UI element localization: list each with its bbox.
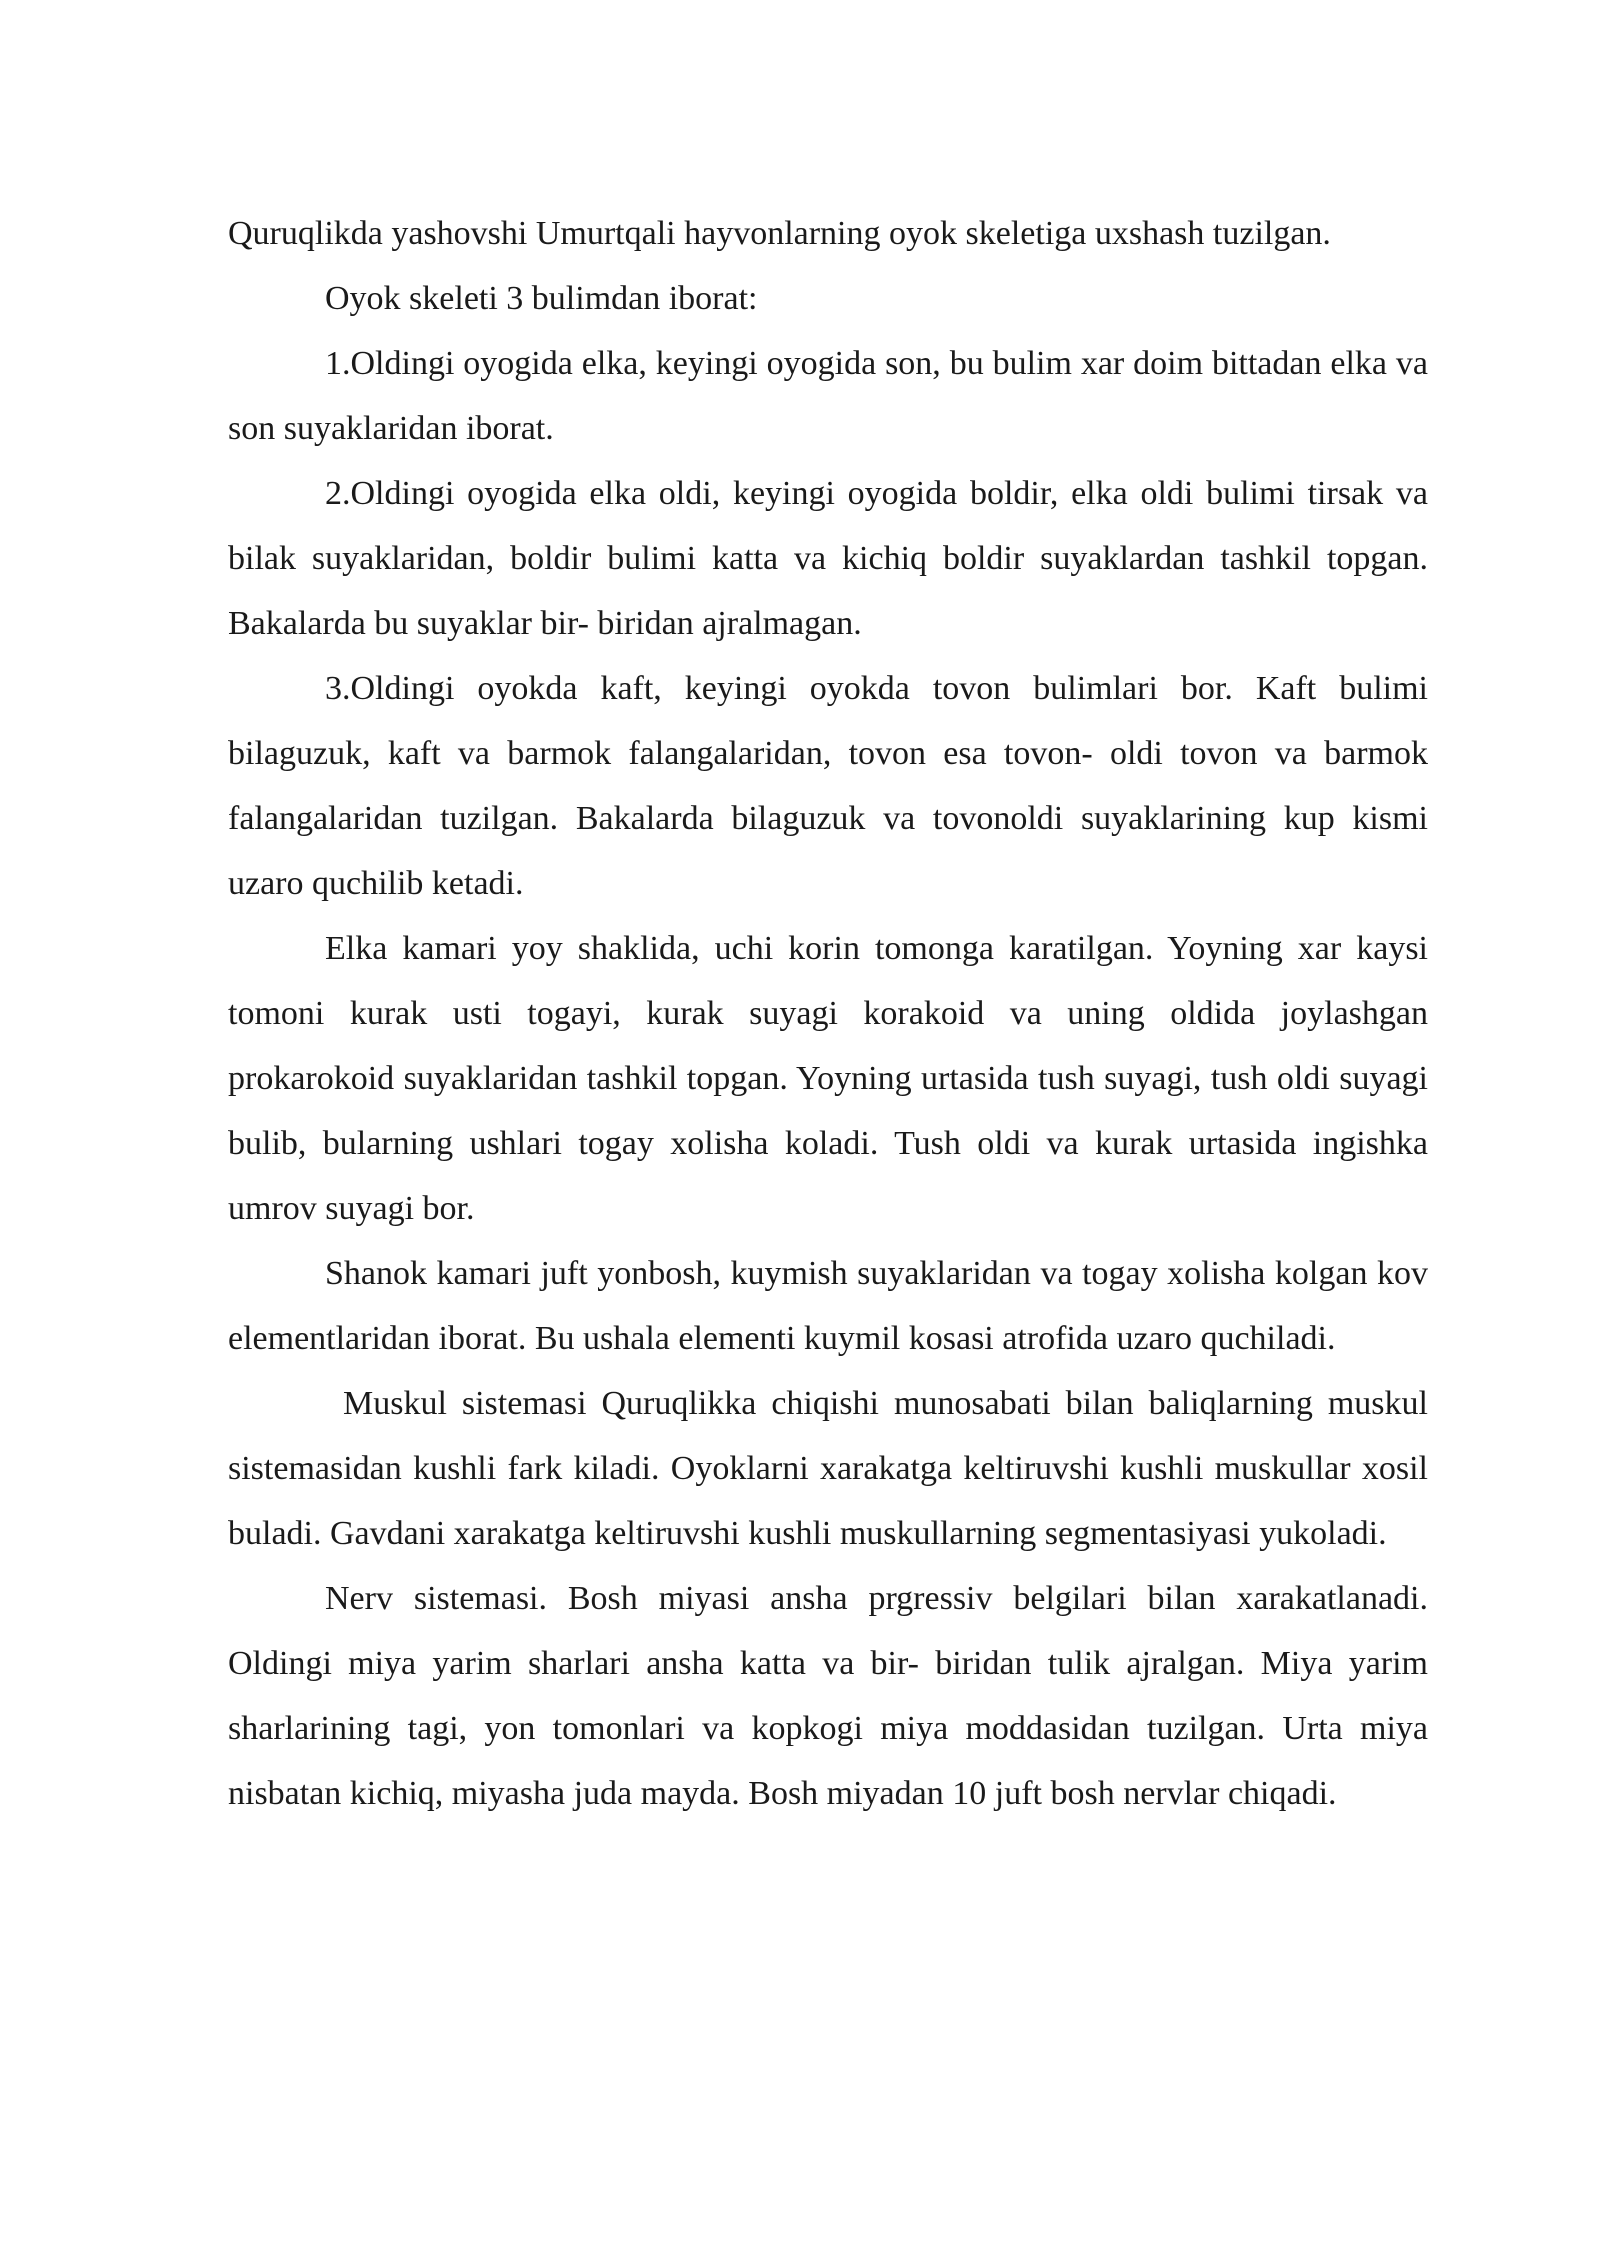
paragraph-section-3: 3.Oldingi oyokda kaft, keyingi oyokda tovon bulimlari bor. Kaft bulimi bilaguzuk, kaft va barmok falangalaridan, tovon esa tovon- oldi tovon va barmok falangalaridan tuzilgan. Bakalarda bilaguzuk va tovonoldi suyaklarining kup kismi uzaro quchilib ketadi.	[228, 670, 1428, 902]
paragraph-shoulder-girdle: Elka kamari yoy shaklida, uchi korin tomonga karatilgan. Yoyning xar kaysi tomoni kurak usti togayi, kurak suyagi korakoid va uning oldida joylashgan prokarokoid suyaklaridan tashkil topgan. Yoyning urtasida tush suyagi, tush oldi suyagi bulib, bularning ushlari togay xolisha koladi. Tush oldi va kurak urtasida ingishka umrov suyagi bor.	[228, 930, 1428, 1227]
paragraph-muscle-system: Muskul sistemasi Quruqlikka chiqishi munosabati bilan baliqlarning muskul sistemasidan kushli fark kiladi. Oyoklarni xarakatga keltiruvshi kushli muskullar xosil buladi. Gavdani xarakatga keltiruvshi kushli muskullarning segmentasiyasi yukoladi.	[228, 1385, 1428, 1552]
paragraph-section-2: 2.Oldingi oyogida elka oldi, keyingi oyogida boldir, elka oldi bulimi tirsak va bilak suyaklaridan, boldir bulimi katta va kichiq boldir suyaklardan tashkil topgan. Bakalarda bu suyaklar bir- biridan ajralmagan.	[228, 475, 1428, 642]
document-page	[228, 201, 1428, 1826]
paragraph-section-1: 1.Oldingi oyogida elka, keyingi oyogida son, bu bulim xar doim bittadan elka va son suyaklaridan iborat.	[228, 345, 1428, 447]
paragraph-intro: Quruqlikda yashovshi Umurtqali hayvonlarning oyok skeletiga uxshash tuzilgan.	[228, 215, 1331, 252]
paragraph-skeleton-heading: Oyok skeleti 3 bulimdan iborat:	[325, 280, 758, 317]
paragraph-pelvic-girdle: Shanok kamari juft yonbosh, kuymish suyaklaridan va togay xolisha kolgan kov elementlaridan iborat. Bu ushala elementi kuymil kosasi atrofida uzaro quchiladi.	[228, 1255, 1428, 1357]
paragraph-nervous-system: Nerv sistemasi. Bosh miyasi ansha prgressiv belgilari bilan xarakatlanadi. Oldingi miya yarim sharlari ansha katta va bir- biridan tulik ajralgan. Miya yarim sharlarining tagi, yon tomonlari va kopkogi miya moddasidan tuzilgan. Urta miya nisbatan kichiq, miyasha juda mayda. Bosh miyadan 10 juft bosh nervlar chiqadi.	[228, 1580, 1428, 1812]
